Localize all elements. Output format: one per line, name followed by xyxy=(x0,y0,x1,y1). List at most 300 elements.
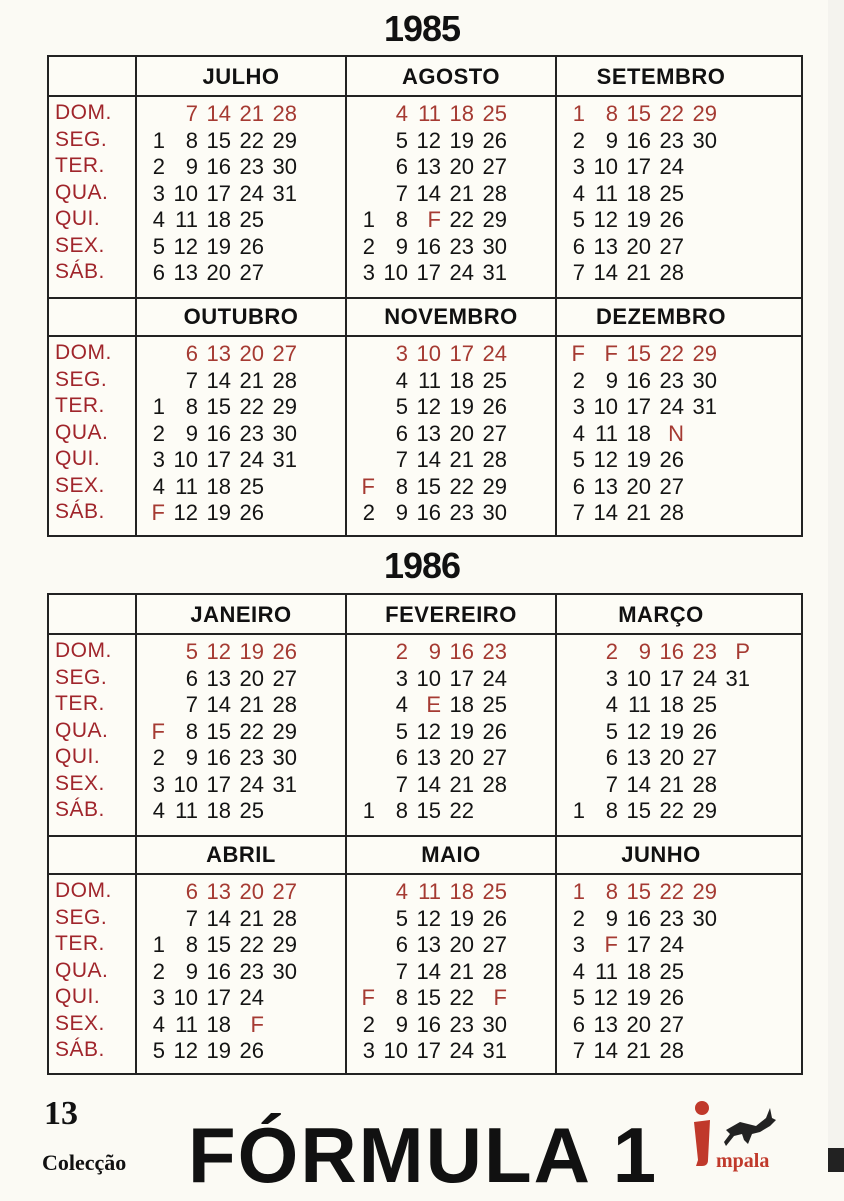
date-cell: 14 xyxy=(206,692,231,717)
date-cell: 10 xyxy=(383,260,408,285)
date-cell: 30 xyxy=(272,420,297,446)
date-cell: 13 xyxy=(593,473,618,499)
date-cell: 17 xyxy=(449,341,474,366)
date-cell: 6 xyxy=(185,341,198,366)
date-cell: 30 xyxy=(692,367,717,393)
date-cell: 22 xyxy=(449,985,474,1010)
date-cell: 4 xyxy=(572,958,585,984)
date-cell: 18 xyxy=(449,367,474,393)
weekday-label: QUI. xyxy=(55,447,101,470)
date-cell: 14 xyxy=(416,771,441,797)
date-cell: 14 xyxy=(416,180,441,206)
date-cell: F xyxy=(604,932,618,957)
date-cell: 15 xyxy=(206,718,231,744)
date-cell: 11 xyxy=(175,473,198,499)
date-cell: 7 xyxy=(605,771,618,797)
date-cell: 8 xyxy=(395,985,408,1010)
date-cell: 25 xyxy=(239,798,264,823)
date-cell: 16 xyxy=(416,500,441,525)
date-cell: 20 xyxy=(626,1011,651,1037)
date-cell: 16 xyxy=(416,233,441,259)
date-cell: 27 xyxy=(482,420,507,446)
grid-line xyxy=(49,835,801,837)
date-cell: 21 xyxy=(659,771,684,797)
date-cell: 7 xyxy=(395,771,408,797)
date-cell: 14 xyxy=(206,101,231,126)
date-cell: 15 xyxy=(416,798,441,823)
date-cell: 30 xyxy=(692,127,717,153)
date-cell: 4 xyxy=(152,798,165,823)
date-cell: 4 xyxy=(395,879,408,904)
date-cell: 9 xyxy=(185,958,198,984)
edge-mark xyxy=(828,1148,844,1172)
date-cell: 23 xyxy=(659,905,684,931)
date-cell: 16 xyxy=(206,958,231,984)
date-cell: 20 xyxy=(239,879,264,904)
date-cell: 22 xyxy=(449,798,474,823)
weekday-label: QUA. xyxy=(55,180,109,204)
date-cell: 8 xyxy=(185,127,198,153)
date-cell: 29 xyxy=(272,394,297,419)
date-cell: 28 xyxy=(692,771,717,797)
date-cell: 26 xyxy=(659,985,684,1010)
weekday-label: DOM. xyxy=(55,101,112,124)
date-cell: 18 xyxy=(659,692,684,717)
date-cell: 21 xyxy=(449,180,474,206)
date-cell: 13 xyxy=(416,745,441,770)
weekday-label: SEX. xyxy=(55,233,105,257)
date-cell: 15 xyxy=(626,101,651,126)
date-cell: 20 xyxy=(449,154,474,179)
weekday-label: SÁB. xyxy=(55,798,105,821)
date-cell: 28 xyxy=(659,500,684,525)
date-cell: 1 xyxy=(362,207,375,232)
date-cell: 16 xyxy=(206,420,231,446)
month-name: JUNHO xyxy=(621,842,701,867)
date-cell: 24 xyxy=(659,932,684,957)
date-cell: 19 xyxy=(626,447,651,472)
date-cell: 7 xyxy=(572,500,585,525)
date-cell: 2 xyxy=(572,905,585,931)
date-cell: 17 xyxy=(659,665,684,691)
date-cell: 9 xyxy=(605,905,618,931)
date-cell: 10 xyxy=(173,985,198,1010)
date-cell: P xyxy=(735,639,750,664)
date-cell: 23 xyxy=(239,958,264,984)
date-cell: 28 xyxy=(482,958,507,984)
date-cell: 3 xyxy=(395,665,408,691)
date-cell: 19 xyxy=(449,394,474,419)
date-cell: 29 xyxy=(272,718,297,744)
date-cell: 30 xyxy=(272,154,297,179)
weekday-label: QUA. xyxy=(55,420,109,444)
date-cell: 27 xyxy=(659,1011,684,1037)
weekday-label: QUI. xyxy=(55,207,101,230)
date-cell: 8 xyxy=(185,394,198,419)
weekday-label: SÁB. xyxy=(55,260,105,283)
month-name: ABRIL xyxy=(206,842,276,867)
year-title: 1985 xyxy=(383,8,461,49)
weekday-label: SEG. xyxy=(55,367,108,391)
date-cell: 17 xyxy=(206,447,231,472)
date-cell: 27 xyxy=(272,665,297,691)
date-cell: 10 xyxy=(593,394,618,419)
date-cell: 3 xyxy=(395,341,408,366)
date-cell: 14 xyxy=(626,771,651,797)
weekday-label: TER. xyxy=(55,692,105,715)
date-cell: 5 xyxy=(185,639,198,664)
date-cell: 20 xyxy=(206,260,231,285)
date-cell: 28 xyxy=(482,180,507,206)
date-cell: 14 xyxy=(416,447,441,472)
date-cell: 9 xyxy=(395,500,408,525)
date-cell: 31 xyxy=(725,665,750,691)
date-cell: 30 xyxy=(272,958,297,984)
impala-wordmark: mpala xyxy=(716,1150,770,1172)
date-cell: 12 xyxy=(206,639,231,664)
date-cell: 1 xyxy=(572,101,585,126)
calendar-block-1985 xyxy=(47,55,803,537)
date-cell: 19 xyxy=(626,207,651,232)
date-cell: 27 xyxy=(692,745,717,770)
date-cell: 25 xyxy=(692,692,717,717)
date-cell: 27 xyxy=(272,879,297,904)
date-cell: 19 xyxy=(659,718,684,744)
date-cell: 28 xyxy=(272,692,297,717)
date-cell: 14 xyxy=(593,260,618,285)
date-cell: 22 xyxy=(239,932,264,957)
date-cell: 21 xyxy=(239,367,264,393)
date-cell: 20 xyxy=(239,665,264,691)
date-cell: 18 xyxy=(626,420,651,446)
date-cell: 10 xyxy=(416,341,441,366)
date-cell: 2 xyxy=(362,1011,375,1037)
date-cell: 22 xyxy=(239,127,264,153)
date-cell: 22 xyxy=(239,394,264,419)
date-cell: 3 xyxy=(152,771,165,797)
date-cell: 30 xyxy=(272,745,297,770)
date-cell: 5 xyxy=(395,905,408,931)
date-cell: 22 xyxy=(449,473,474,499)
date-cell: 26 xyxy=(482,394,507,419)
date-cell: 23 xyxy=(239,745,264,770)
date-cell: F xyxy=(250,1011,264,1037)
date-cell: 6 xyxy=(605,745,618,770)
date-cell: 24 xyxy=(659,154,684,179)
date-cell: 12 xyxy=(173,233,198,259)
date-cell: E xyxy=(426,692,441,717)
month-name: DEZEMBRO xyxy=(596,304,726,329)
date-cell: 23 xyxy=(449,233,474,259)
date-cell: 28 xyxy=(272,905,297,931)
date-cell: 11 xyxy=(175,798,198,823)
date-cell: 13 xyxy=(593,1011,618,1037)
date-cell: 23 xyxy=(659,127,684,153)
date-cell: 18 xyxy=(206,473,231,499)
date-cell: 9 xyxy=(395,1011,408,1037)
date-cell: 13 xyxy=(206,665,231,691)
date-cell: 22 xyxy=(449,207,474,232)
date-cell: 21 xyxy=(449,447,474,472)
date-cell: 7 xyxy=(185,367,198,393)
date-cell: 7 xyxy=(395,958,408,984)
date-cell: 5 xyxy=(152,233,165,259)
date-cell: 22 xyxy=(659,879,684,904)
date-cell: 12 xyxy=(593,447,618,472)
date-cell: 24 xyxy=(239,180,264,206)
date-cell: F xyxy=(427,207,441,232)
date-cell: 5 xyxy=(605,718,618,744)
date-cell: 7 xyxy=(185,905,198,931)
weekday-label: SÁB. xyxy=(55,1038,105,1061)
date-cell: 17 xyxy=(626,394,651,419)
month-name: AGOSTO xyxy=(402,64,500,89)
date-cell: 3 xyxy=(152,447,165,472)
date-cell: 27 xyxy=(659,233,684,259)
date-cell: 3 xyxy=(362,260,375,285)
date-cell: 19 xyxy=(239,639,264,664)
date-cell: 20 xyxy=(449,420,474,446)
weekday-label: SEX. xyxy=(55,473,105,497)
date-cell: 18 xyxy=(626,958,651,984)
collection-number: 13 xyxy=(44,1095,78,1132)
date-cell: 23 xyxy=(659,367,684,393)
date-cell: 14 xyxy=(206,905,231,931)
date-cell: 9 xyxy=(395,233,408,259)
date-cell: N xyxy=(668,420,684,446)
month-name: MARÇO xyxy=(618,602,704,627)
weekday-label: SEX. xyxy=(55,771,105,795)
date-cell: 11 xyxy=(418,367,441,393)
date-cell: 3 xyxy=(152,180,165,206)
date-cell: 26 xyxy=(239,500,264,525)
date-cell: 13 xyxy=(626,745,651,770)
date-cell: 2 xyxy=(152,745,165,770)
date-cell: 3 xyxy=(152,985,165,1010)
date-cell: 6 xyxy=(572,233,585,259)
weekday-label: DOM. xyxy=(55,639,112,662)
date-cell: 25 xyxy=(659,180,684,206)
weekday-label: TER. xyxy=(55,154,105,177)
date-cell: 26 xyxy=(692,718,717,744)
date-cell: 26 xyxy=(482,127,507,153)
date-cell: 15 xyxy=(416,473,441,499)
date-cell: 30 xyxy=(482,1011,507,1037)
weekday-label: QUI. xyxy=(55,745,101,768)
date-cell: 30 xyxy=(692,905,717,931)
date-cell: 15 xyxy=(626,879,651,904)
month-name: JULHO xyxy=(202,64,280,89)
date-cell: 3 xyxy=(572,394,585,419)
date-cell: 12 xyxy=(416,127,441,153)
date-cell: 3 xyxy=(572,932,585,957)
date-cell: 10 xyxy=(173,447,198,472)
date-cell: 31 xyxy=(272,180,297,206)
date-cell: 8 xyxy=(395,473,408,499)
date-cell: 13 xyxy=(173,260,198,285)
date-cell: 2 xyxy=(572,367,585,393)
date-cell: 2 xyxy=(152,420,165,446)
weekday-label: QUI. xyxy=(55,985,101,1008)
date-cell: 16 xyxy=(659,639,684,664)
date-cell: 19 xyxy=(449,905,474,931)
date-cell: 10 xyxy=(383,1038,408,1063)
date-cell: 5 xyxy=(395,394,408,419)
date-cell: 6 xyxy=(185,665,198,691)
date-cell: 13 xyxy=(206,879,231,904)
date-cell: 29 xyxy=(692,101,717,126)
date-cell: 13 xyxy=(416,420,441,446)
date-cell: F xyxy=(493,985,507,1010)
date-cell: 6 xyxy=(185,879,198,904)
grid-line xyxy=(49,633,801,635)
collection-label: Colecção xyxy=(42,1150,127,1175)
date-cell: 23 xyxy=(692,639,717,664)
date-cell: 13 xyxy=(593,233,618,259)
month-name: FEVEREIRO xyxy=(385,602,517,627)
date-cell: 14 xyxy=(593,1038,618,1063)
grid-line xyxy=(49,335,801,337)
date-cell: 29 xyxy=(482,473,507,499)
date-cell: 4 xyxy=(572,180,585,206)
date-cell: 6 xyxy=(395,932,408,957)
date-cell: 21 xyxy=(239,905,264,931)
date-cell: 12 xyxy=(593,985,618,1010)
date-cell: F xyxy=(361,985,375,1010)
date-cell: 3 xyxy=(572,154,585,179)
date-cell: 26 xyxy=(659,447,684,472)
date-cell: 26 xyxy=(482,905,507,931)
date-cell: 12 xyxy=(593,207,618,232)
date-cell: 8 xyxy=(605,879,618,904)
date-cell: 16 xyxy=(206,154,231,179)
date-cell: 4 xyxy=(395,367,408,393)
date-cell: 28 xyxy=(659,1038,684,1063)
date-cell: 1 xyxy=(362,798,375,823)
date-cell: 31 xyxy=(692,394,717,419)
date-cell: 26 xyxy=(272,639,297,664)
date-cell: 27 xyxy=(482,154,507,179)
date-cell: 22 xyxy=(659,798,684,823)
date-cell: 31 xyxy=(272,771,297,797)
date-cell: 14 xyxy=(593,500,618,525)
date-cell: 9 xyxy=(185,745,198,770)
month-name: NOVEMBRO xyxy=(384,304,518,329)
grid-line xyxy=(49,297,801,299)
date-cell: 2 xyxy=(362,500,375,525)
date-cell: 19 xyxy=(206,1038,231,1063)
date-cell: 10 xyxy=(593,154,618,179)
weekday-label: DOM. xyxy=(55,879,112,902)
date-cell: F xyxy=(151,718,165,744)
date-cell: 11 xyxy=(418,101,441,126)
weekday-label: SÁB. xyxy=(55,500,105,523)
date-cell: 24 xyxy=(449,260,474,285)
date-cell: 19 xyxy=(626,985,651,1010)
date-cell: 26 xyxy=(239,233,264,259)
date-cell: F xyxy=(571,341,585,366)
date-cell: 22 xyxy=(659,101,684,126)
date-cell: 19 xyxy=(449,127,474,153)
date-cell: 25 xyxy=(482,692,507,717)
month-name: SETEMBRO xyxy=(596,64,726,89)
date-cell: 2 xyxy=(395,639,408,664)
date-cell: 9 xyxy=(185,420,198,446)
date-cell: 26 xyxy=(482,718,507,744)
date-cell: 27 xyxy=(659,473,684,499)
date-cell: 1 xyxy=(572,879,585,904)
date-cell: 21 xyxy=(626,260,651,285)
date-cell: 8 xyxy=(605,798,618,823)
date-cell: 8 xyxy=(395,798,408,823)
date-cell: 20 xyxy=(449,745,474,770)
date-cell: 22 xyxy=(659,341,684,366)
date-cell: 27 xyxy=(239,260,264,285)
date-cell: 28 xyxy=(272,367,297,393)
date-cell: 12 xyxy=(416,905,441,931)
date-cell: 24 xyxy=(482,341,507,366)
date-cell: 9 xyxy=(638,639,651,664)
date-cell: 12 xyxy=(416,718,441,744)
date-cell: 25 xyxy=(482,101,507,126)
date-cell: 17 xyxy=(416,1038,441,1063)
date-cell: 24 xyxy=(692,665,717,691)
date-cell: 17 xyxy=(206,771,231,797)
date-cell: 29 xyxy=(692,798,717,823)
date-cell: 29 xyxy=(692,879,717,904)
date-cell: 11 xyxy=(628,692,651,717)
date-cell: 31 xyxy=(272,447,297,472)
date-cell: 23 xyxy=(449,1011,474,1037)
date-cell: 7 xyxy=(395,180,408,206)
date-cell: 8 xyxy=(185,718,198,744)
date-cell: 6 xyxy=(395,420,408,446)
date-cell: 28 xyxy=(272,101,297,126)
date-cell: 10 xyxy=(173,180,198,206)
date-cell: 28 xyxy=(482,447,507,472)
date-cell: 5 xyxy=(152,1038,165,1063)
date-cell: 19 xyxy=(206,233,231,259)
date-cell: 27 xyxy=(482,932,507,957)
date-cell: 30 xyxy=(482,500,507,525)
date-cell: F xyxy=(604,341,618,366)
date-cell: 28 xyxy=(659,260,684,285)
date-cell: 13 xyxy=(416,154,441,179)
date-cell: 11 xyxy=(595,958,618,984)
date-cell: 11 xyxy=(595,420,618,446)
date-cell: 28 xyxy=(482,771,507,797)
date-cell: 20 xyxy=(626,473,651,499)
date-cell: 17 xyxy=(206,985,231,1010)
date-cell: 4 xyxy=(152,1011,165,1037)
date-cell: 15 xyxy=(626,341,651,366)
date-cell: 16 xyxy=(449,639,474,664)
date-cell: 3 xyxy=(362,1038,375,1063)
date-cell: 18 xyxy=(206,207,231,232)
date-cell: 5 xyxy=(572,447,585,472)
year-title: 1986 xyxy=(383,545,461,586)
date-cell: 13 xyxy=(206,341,231,366)
weekday-label: SEG. xyxy=(55,905,108,929)
date-cell: 4 xyxy=(395,692,408,717)
date-cell: 7 xyxy=(572,260,585,285)
weekday-label: TER. xyxy=(55,394,105,417)
date-cell: 18 xyxy=(449,879,474,904)
date-cell: 11 xyxy=(418,879,441,904)
date-cell: 12 xyxy=(416,394,441,419)
date-cell: 2 xyxy=(152,154,165,179)
date-cell: 2 xyxy=(152,958,165,984)
